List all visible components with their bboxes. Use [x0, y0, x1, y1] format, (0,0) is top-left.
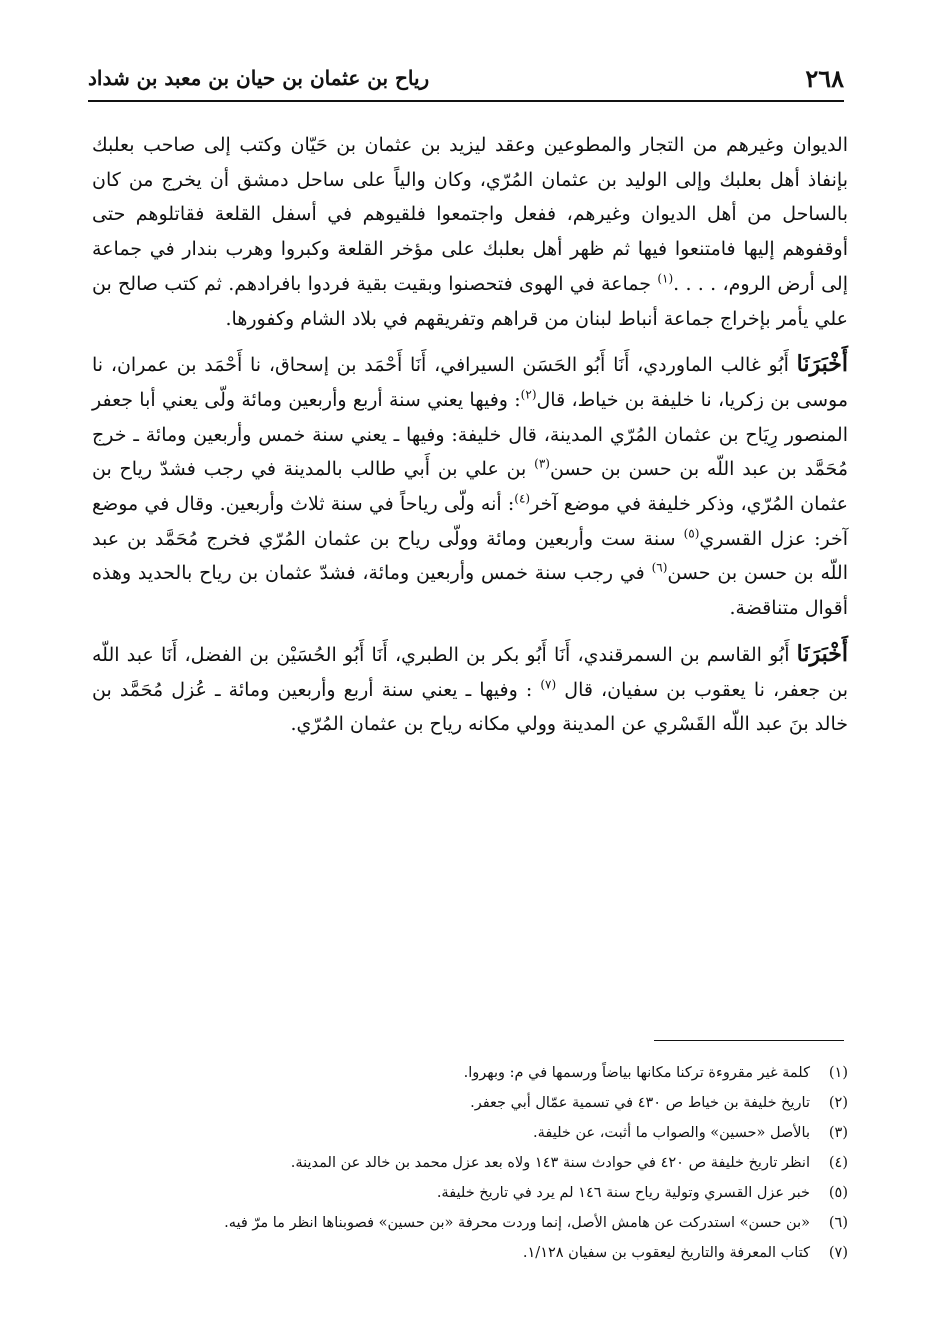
running-title: رياح بن عثمان بن حيان بن معبد بن شداد [88, 66, 430, 90]
footnote-number: (١) [828, 1065, 848, 1081]
text-span: : وفيها ـ يعني سنة أربع وأربعين ومائة ـ عُزل مُحَمَّد بن خالد بنَ عبد اللّه القَسْري عن المدينة وولي مكانه رياح بن عثمان المُرّي. [92, 678, 848, 736]
footnote-text: كتاب المعرفة والتاريخ ليعقوب بن سفيان ١/١٢٨. [522, 1245, 810, 1261]
footnote-ref-5[interactable]: (٥) [683, 526, 700, 541]
text-span: أَبُو غالب الماوردي، أَنَا أَبُو الحَسَن السيرافي، أَنَا أَحْمَد بن إسحاق، نا أَحْمَد بن عمران، نا موسى بن زكريا، نا خليفة بن خياط، قال [92, 354, 849, 411]
footnote-item [120, 1238, 848, 1268]
footnote-number: (٢) [828, 1095, 848, 1111]
paragraph-1 [92, 128, 848, 336]
text-span: الديوان وغيرهم من التجار والمطوعين وعقد ليزيد بن عثمان بن حَيّان وكتب إلى صاحب بعلبك بإنفاذ أهل بعلبك وإلى الوليد بن عثمان المُرّي، وكان والياً على ساحل دمشق أن يخرج من كان بالساحل من أهل الديوان وغيرهم، ففعل واجتمعوا فلقيوهم في أسفل القلعة فقاتلوهم حتى أوقفوهم إليها فامتنعوا فيها ثم ظهر أهل بعلبك على مؤخر القلعة وكبروا وهرب بندار في جماعة إلى أرض الروم، . . . . [92, 134, 848, 295]
footnote-ref-4[interactable]: (٤) [514, 491, 531, 506]
footnote-ref-2[interactable]: (٢) [520, 387, 537, 402]
isnad-lead: أَخْبَرَنَا [796, 640, 848, 667]
paragraph-2 [92, 347, 848, 626]
footnote-item [120, 1058, 848, 1088]
footnote-number: (٣) [828, 1125, 848, 1141]
footnote-item [120, 1208, 848, 1238]
footnote-text: بالأصل «حسين» والصواب ما أثبت، عن خليفة. [532, 1125, 810, 1141]
footnote-ref-1[interactable]: (١) [657, 271, 674, 286]
footnote-ref-3[interactable]: (٣) [534, 457, 550, 471]
text-span: سنة ست وأربعين ومائة وولّى رياح بن عثمان المُرّي فخرج مُحَمَّد بن عبد اللّه بن حسن بن حسن [92, 527, 848, 585]
footnote-ref-6[interactable]: (٦) [651, 561, 668, 576]
text-span: جماعة في الهوى فتحصنوا وبقيت بقية فردوا بافرادهم. ثم كتب صالح بن علي يأمر بإخراج جماعة أنباط لبنان من قراهم وتفريقهم في بلاد الشام وكفورها. [92, 272, 848, 330]
footnote-item [120, 1148, 848, 1178]
page-header [88, 60, 844, 102]
body-text [92, 128, 848, 742]
footnote-number: (٥) [828, 1185, 848, 1201]
text-span: : وفيها يعني سنة أربع وأربعين ومائة ولّى يعني أبا جعفر المنصور رِيَاح بن عثمان المُرّي المدينة، قال خليفة: وفيها ـ يعني سنة خمس وأربعين ومائة ـ خرج مُحَمَّد بن عبد اللّه بن حسن بن حسن [92, 388, 848, 481]
text-span: بن علي بن أَبي طالب بالمدينة في رجب فشدّ رياح بن عثمان المُرّي، وذكر خليفة في موضع آخر [92, 458, 848, 516]
text-span: أَبُو القاسم بن السمرقندي، أَنَا أَبُو بكر بن الطبري، أَنَا أَبُو الحُسَيْن بن الفضل، أَنَا عبد اللّه بن جعفر، نا يعقوب بن سفيان، قال [92, 643, 849, 701]
footnote-number: (٦) [828, 1215, 848, 1231]
footnote-item [120, 1178, 848, 1208]
footnote-item [120, 1118, 848, 1148]
footnote-item [120, 1088, 848, 1118]
footnote-text: تاريخ خليفة بن خياط ص ٤٣٠ في تسمية عمّال أبي جعفر. [470, 1095, 810, 1111]
paragraph-3 [92, 637, 848, 742]
text-span: : أنه ولّى رياحاً في سنة ثلاث وأربعين. وقال في موضع آخر: عزل القسري [92, 493, 848, 550]
footnote-text: خبر عزل القسري وتولية رياح سنة ١٤٦ لم يرد في تاريخ خليفة. [436, 1185, 810, 1201]
footnote-text: انظر تاريخ خليفة ص ٤٢٠ في حوادث سنة ١٤٣ ولاه بعد عزل محمد بن خالد عن المدينة. [290, 1155, 810, 1171]
text-span: في رجب سنة خمس وأربعين ومائة، فشدّ عثمان بن رياح بالحديد وهذه أقوال متناقضة. [92, 562, 848, 620]
footnote-number: (٧) [828, 1245, 848, 1261]
isnad-lead: أَخْبَرَنَا [796, 351, 848, 378]
page-number: ٢٦٨ [805, 64, 844, 93]
footnote-number: (٤) [828, 1155, 848, 1171]
footnote-ref-7[interactable]: (٧) [540, 677, 557, 692]
footnote-text: «بن حسن» استدركت عن هامش الأصل، إنما وردت محرفة «بن حسين» فصوبناها انظر ما مرّ فيه. [224, 1215, 810, 1231]
footnote-text: كلمة غير مقروءة تركنا مكانها بياضاً ورسمها في م: وبهروا. [463, 1065, 810, 1081]
footnotes-list [120, 1058, 848, 1268]
footnote-divider [654, 1040, 844, 1041]
